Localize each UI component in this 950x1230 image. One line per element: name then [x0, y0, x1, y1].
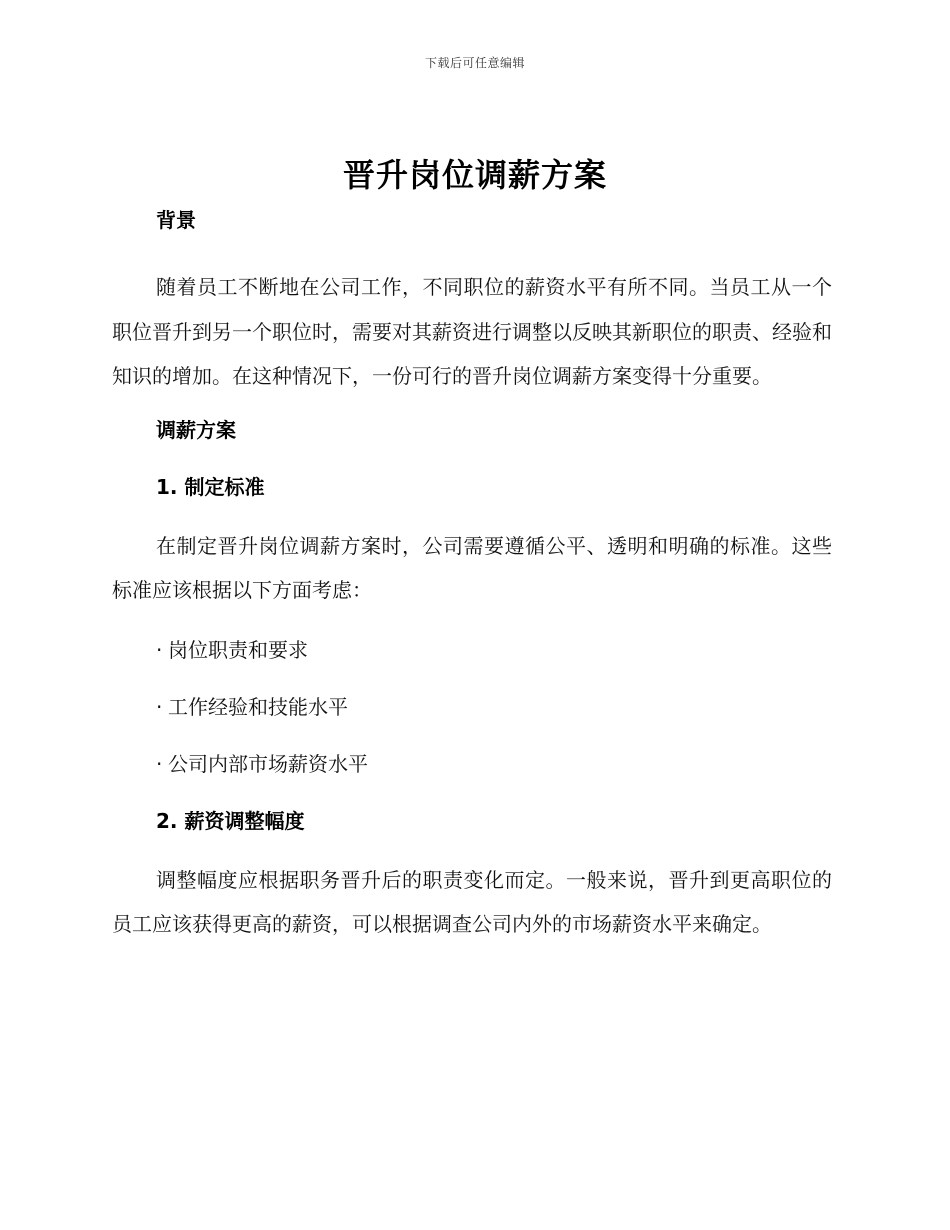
- bullet-item: [156, 749, 832, 779]
- paragraph-background: 随着员工不断地在公司工作，不同职位的薪资水平有所不同。当员工从一个职位晋升到另一个职位时，需要对其薪资进行调整以反映其新职位的职责、经验和知识的增加。在这种情况下，一份可行的晋升岗位调薪方案变得十分重要。: [112, 275, 832, 388]
- section-heading-background: 背景: [156, 208, 196, 232]
- subsection-heading-range: 2. 薪资调整幅度: [156, 808, 305, 833]
- bullet-item: [156, 635, 832, 665]
- bullet-dot: ·: [156, 694, 163, 719]
- document-title: 晋升岗位调薪方案: [342, 156, 607, 194]
- section-heading-plan: 调薪方案: [156, 417, 236, 442]
- bullet-item: [156, 692, 832, 722]
- document-body: [112, 205, 832, 947]
- bullet-text: 岗位职责和要求: [168, 637, 308, 662]
- paragraph-range: 调整幅度应根据职务晋升后的职责变化而定。一般来说，晋升到更高职位的员工应该获得更高的薪资，可以根据调查公司内外的市场薪资水平来确定。: [112, 867, 832, 936]
- bullet-dot: ·: [156, 637, 163, 662]
- bullet-text: 工作经验和技能水平: [168, 694, 348, 719]
- paragraph-standard: 在制定晋升岗位调薪方案时，公司需要遵循公平、透明和明确的标准。这些标准应该根据以下方面考虑：: [112, 533, 832, 602]
- header-note: 下载后可任意编辑: [424, 56, 525, 70]
- bullet-text: 公司内部市场薪资水平: [168, 751, 368, 776]
- subsection-heading-standard: 1. 制定标准: [156, 474, 265, 499]
- bullet-dot: ·: [156, 751, 163, 776]
